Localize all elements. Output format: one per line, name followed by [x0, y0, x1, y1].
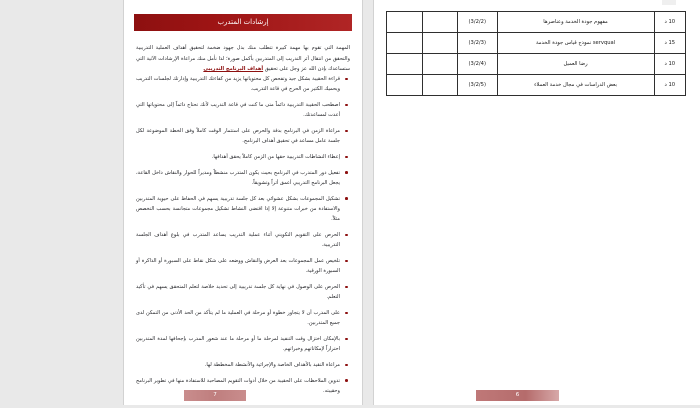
intro-paragraph	[136, 43, 350, 75]
guidelines-list	[136, 74, 352, 402]
cell-blank-b	[387, 12, 423, 33]
cell-blank-a	[422, 54, 457, 75]
cell-code: (3/2/4)	[457, 54, 497, 75]
document-page-left[interactable]	[123, 0, 363, 408]
cell-code: (3/2/2)	[457, 12, 497, 33]
cell-topic: رضا العميل	[497, 54, 654, 75]
list-item: تفعيل دور المتدرب في البرنامج بحيث يكون المتدرب منشطاً ومديراً للحوار والنقاش داخل القاعة، يجعل البرنامج التدريبي أعمق أثراً وتشويقاً.	[136, 168, 340, 189]
list-item: مراعاة الزمن في البرنامج بدقة والحرص على استثمار الوقت كاملاً وفق الخطة الموضوعة لكل جلسة عامل مساعد في تحقيق أهداف البرنامج.	[136, 126, 340, 147]
cell-duration: 10 د	[654, 54, 685, 75]
list-item: الحرص على الوصول في نهاية كل جلسة تدريبية إلى تحديد خلاصة لتعلم المتحقق يسهم في تأكيد التعلم.	[136, 282, 340, 303]
list-item: على المدرب أن لا يتجاوز خطوة أو مرحلة في العملية ما لم يتأكد من الحد الأدنى من التمكن لدى جميع المتدربين.	[136, 308, 340, 329]
program-objectives-link[interactable]: أهداف البرنامج التدريبي	[203, 66, 264, 73]
cell-topic: مفهوم جودة الخدمة وعناصرها	[497, 12, 654, 33]
table-row	[387, 33, 686, 54]
table-row	[387, 12, 686, 33]
cell-code: (3/2/5)	[457, 75, 497, 96]
cell-topic: بعض الدراسات في مجال خدمة العملاء	[497, 75, 654, 96]
intro-text: المهمة التي تقوم بها مهمة كبيرة تتطلب منك بذل جهود ضخمة لتحقيق أهداف العملية التدريبية والتحقق من انتقال أثر التدريب إلى المتدربين بأكمل صورة؛ لذا نأمل منك مراعاة الإرشادات الآتية التي ستساعدك بإذن الله عز وجل على تحقيق	[136, 45, 350, 73]
list-item: بالإمكان اختزال وقت التنفيذ لمرحلة ما أو مرحلة ما عند شعور المدرب بإجحافها لمدة المتدربين احترازاً لإمكاناتهم وخبراتهم.	[136, 334, 340, 355]
cell-topic: نموذج قياس جودة الخدمة servqual	[497, 33, 654, 54]
list-item: الحرص على التقويم التكويني أثناء عملية التدريب يساعد المتدرب في بلوغ أهداف الجلسة التدريبية.	[136, 230, 340, 251]
cell-duration: 10 د	[654, 12, 685, 33]
page-title: إرشادات المتدرب	[134, 14, 352, 31]
session-plan-table-wrapper	[386, 11, 686, 96]
cell-blank-a	[422, 75, 457, 96]
cell-blank-a	[422, 12, 457, 33]
list-item: مراعاة التقيد بالأهداف الخاصة والإجرائية والأنشطة المخططة لها.	[136, 360, 340, 370]
list-item: تدوين الملاحظات على الحقيبة من خلال أدوات التقويم المصاحبة للاستفادة منها في تطوير البرنامج وحقيبته.	[136, 376, 340, 397]
cell-duration: 10 د	[654, 75, 685, 96]
list-item: تلخيص عمل المجموعات بعد العرض والنقاش ووضعه على شكل نقاط على السبورة أو الذاكرة أو السبورة الورقية.	[136, 256, 340, 277]
page-number-badge: 6	[476, 390, 559, 401]
table-row	[387, 75, 686, 96]
cell-blank-b	[387, 54, 423, 75]
page-edge-artifact	[662, 0, 676, 5]
table-row	[387, 54, 686, 75]
cell-blank-b	[387, 33, 423, 54]
cell-blank-a	[422, 33, 457, 54]
cell-code: (3/2/3)	[457, 33, 497, 54]
page-number-badge: 7	[184, 390, 246, 401]
session-plan-table	[386, 11, 686, 96]
list-item: تشكيل المجموعات بشكل عشوائي بعد كل جلسة تدريبية يسهم في الحفاظ على حيوية المتدربين والاستفادة من خبرات متنوعة إلا إذا اقتضى النشاط تشكيل مجموعات متجانسة بحسب التخصص مثلاً.	[136, 194, 340, 225]
cell-duration: 15 د	[654, 33, 685, 54]
cell-blank-b	[387, 75, 423, 96]
list-item: قراءة الحقيبة بشكل جيد وتفحص كل محتوياتها يزيد من كفاءتك التدريبية وإدارتك لجلسات التدريب ويحميك الكثير من الحرج في قاعة التدريب.	[136, 74, 340, 95]
list-item: اصطحب الحقيبة التدريبية دائماً متى ما كنت في قاعة التدريب لأنك تحتاج دائماً إلى محتوياتها التي أعدت لمساعدتك.	[136, 100, 340, 121]
list-item: إعطاء النشاطات التدريبية حقها من الزمن كاملاً يحقق أهدافها.	[136, 152, 340, 162]
document-page-right[interactable]	[373, 0, 700, 408]
